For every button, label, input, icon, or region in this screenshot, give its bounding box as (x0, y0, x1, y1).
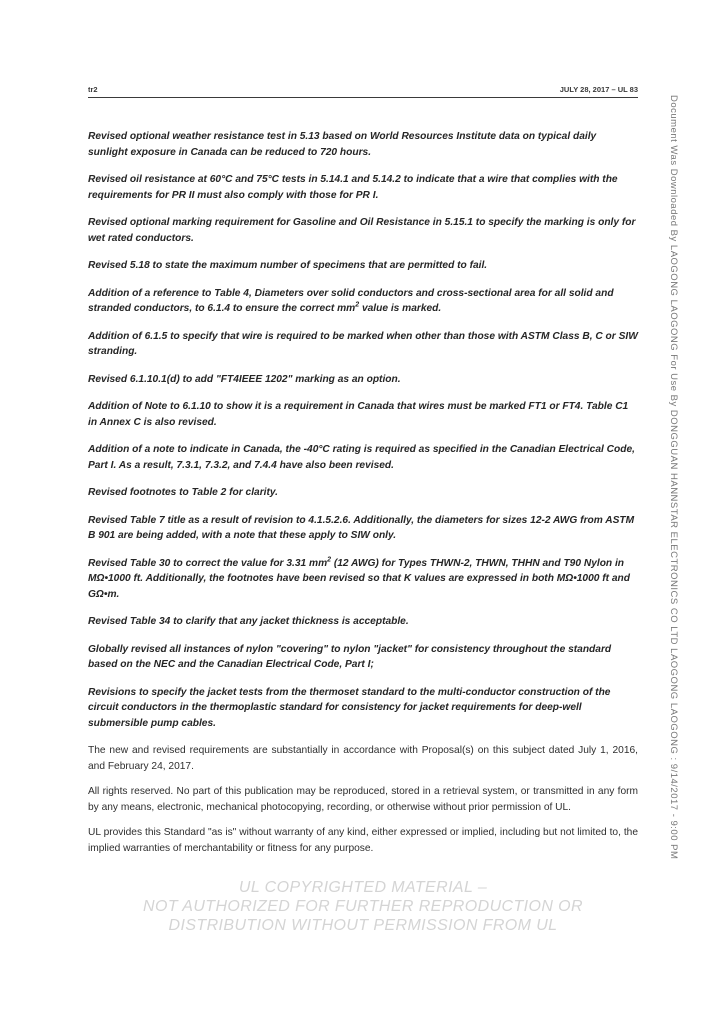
revision-item: Globally revised all instances of nylon "covering" to nylon "jacket" for consistency throughout the standard based on the NEC and the Canadian Electrical Code, Part I; (88, 643, 612, 670)
rights-paragraph: All rights reserved. No part of this publication may be reproduced, stored in a retrieval system, or transmitted in any form by any means, electronic, mechanical photocopying, recording, or otherwise without prior permission of UL. (88, 786, 638, 813)
watermark-line: DISTRIBUTION WITHOUT PERMISSION FROM UL (168, 917, 558, 934)
revision-item: Revised optional marking requirement for Gasoline and Oil Resistance in 5.15.1 to specify the marking is only for wet rated conductors. (88, 217, 636, 244)
proposal-paragraph: The new and revised requirements are substantially in accordance with Proposal(s) on this subject dated July 1, 2016, and February 24, 2017. (88, 745, 638, 772)
revision-text: Addition of a reference to Table 4, Diameters over solid conductors and cross-sectional area for all solid and stranded conductors, to 6.1.4 to ensure the correct mm (88, 287, 614, 314)
revision-item: Addition of 6.1.5 to specify that wire is required to be marked when other than those with ASTM Class B, C or SIW stranding. (88, 330, 638, 357)
revision-item: Revised oil resistance at 60°C and 75°C tests in 5.14.1 and 5.14.2 to indicate that a wire that complies with the requirements for PR II must also comply with those for PR I. (88, 174, 618, 201)
revision-item: Revised 5.18 to state the maximum number of specimens that are permitted to fail. (88, 260, 488, 271)
page-reference: tr2 (88, 85, 98, 94)
revision-item (88, 286, 638, 317)
revision-item (88, 556, 638, 603)
header-rule (88, 97, 638, 98)
revision-item: Revised Table 7 title as a result of revision to 4.1.5.2.6. Additionally, the diameters for sizes 12-2 AWG from ASTM B 901 are being added, with a note that these apply to SIW only. (88, 514, 635, 541)
revision-item: Addition of a note to indicate in Canada, the -40°C rating is required as specified in the Canadian Electrical Code, Part I. As a result, 7.3.1, 7.3.2, and 7.4.4 have also been revised. (88, 444, 635, 471)
download-stamp (661, 95, 681, 955)
revision-item: Revised 6.1.10.1(d) to add "FT4IEEE 1202" marking as an option. (88, 373, 401, 385)
watermark-line: NOT AUTHORIZED FOR FURTHER REPRODUCTION OR (143, 898, 583, 915)
warranty-paragraph: UL provides this Standard "as is" without warranty of any kind, either expressed or implied, including but not limited to, the implied warranties of merchantability or fitness for any purpose. (88, 827, 638, 854)
document-body (88, 129, 638, 866)
superscript: 2 (327, 556, 332, 564)
revision-item: Revised optional weather resistance test in 5.13 based on World Resources Institute data on typical daily sunlight exposure in Canada can be reduced to 720 hours. (88, 131, 597, 158)
revision-item: Revised footnotes to Table 2 for clarity. (88, 487, 279, 498)
superscript: 2 (355, 301, 360, 309)
revision-item: Revisions to specify the jacket tests from the thermoset standard to the multi-conductor construction of the circuit conductors in the thermoplastic standard for consistency for jacket requirements for deep-well submersible pump cables. (88, 686, 611, 729)
revision-text: Revised Table 30 to correct the value for 3.31 mm (88, 557, 328, 569)
watermark-line: UL COPYRIGHTED MATERIAL – (238, 879, 488, 896)
revision-text: value is marked. (359, 303, 442, 314)
revision-text: (12 AWG) for Types THWN-2, THWN, THHN and T90 Nylon in MΩ•1000 ft. Additionally, the footnotes have been revised so that K values are expressed in both MΩ•1000 ft and GΩ•m. (88, 557, 630, 600)
date-standard-line: JULY 28, 2017 – UL 83 (559, 85, 638, 94)
download-stamp-text: Document Was Downloaded By LAOGONG LAOGONG For Use By DONGGUAN HANNSTAR ELECTRONICS CO LTD LAOGONG LAOGONG : 9/14/2017 - 9:00 PM (668, 95, 679, 860)
revision-item: Revised Table 34 to clarify that any jacket thickness is acceptable. (88, 616, 409, 627)
copyright-watermark (88, 878, 638, 935)
revision-item: Addition of Note to 6.1.10 to show it is a requirement in Canada that wires must be marked FT1 or FT4. Table C1 in Annex C is also revised. (88, 401, 629, 428)
